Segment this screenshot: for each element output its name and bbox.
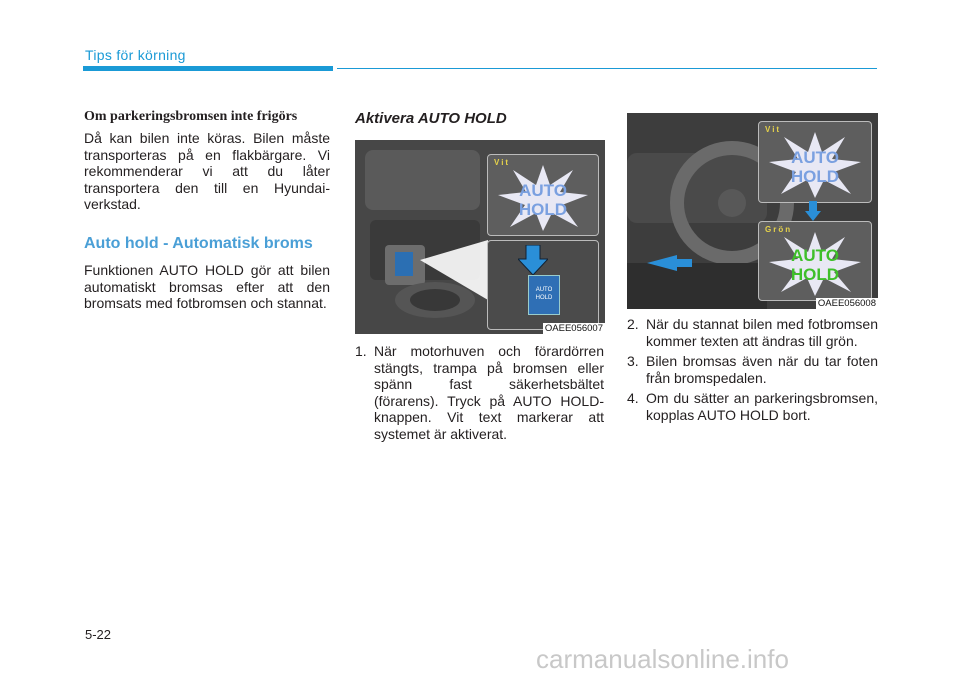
- step-text: När du stannat bilen med fotbromsen kommer texten att ändras till grön.: [646, 316, 878, 349]
- step-item: [627, 353, 878, 386]
- header-rule-thick: [83, 66, 333, 71]
- panel-label-green: Grön: [765, 225, 793, 234]
- steps-list-col3: [627, 316, 878, 427]
- step-item: [627, 316, 878, 349]
- down-arrow-icon: [518, 245, 548, 275]
- heading-parking-brake: Om parkeringsbromsen inte frigörs: [84, 109, 298, 124]
- panel-label-white: Vit: [494, 158, 511, 167]
- paragraph-parking-brake: Då kan bilen inte köras. Bilen måste transporteras på en flakbärgare. Vi rekommenderar vi att du låter transportera den till en Hyundai-verkstad.: [84, 130, 330, 212]
- heading-auto-hold: Auto hold - Automatisk broms: [84, 235, 313, 252]
- step-item: [627, 390, 878, 423]
- white-display-panel: [487, 154, 599, 236]
- steps-list-col2: [355, 343, 604, 446]
- section-title: Tips för körning: [85, 47, 186, 63]
- display-hold-text: HOLD: [790, 167, 840, 186]
- figure-caption: OAEE056007: [544, 323, 603, 334]
- step-number: 1.: [355, 343, 367, 359]
- auto-hold-button: AUTO HOLD: [528, 275, 560, 315]
- display-hold-text: HOLD: [518, 200, 568, 219]
- step-item: [355, 343, 604, 442]
- panel-label-white: Vit: [765, 125, 782, 134]
- figure-console-auto-hold: [355, 140, 605, 334]
- step-number: 4.: [627, 390, 639, 406]
- button-closeup: [487, 240, 599, 330]
- page-number: 5-22: [85, 627, 112, 642]
- display-hold-text-green: HOLD: [790, 265, 840, 284]
- header-rule-thin: [337, 68, 877, 69]
- display-auto-text-green: AUTO: [791, 246, 839, 265]
- display-auto-text: AUTO: [791, 148, 839, 167]
- step-text: Bilen bromsas även när du tar foten från bromspedalen.: [646, 353, 878, 386]
- step-number: 2.: [627, 316, 639, 332]
- figure-caption: OAEE056008: [817, 298, 876, 309]
- watermark: carmanualsonline.info: [536, 644, 789, 674]
- down-arrow-icon: [805, 201, 821, 221]
- step-text: Om du sätter an parkeringsbromsen, kopplas AUTO HOLD bort.: [646, 390, 878, 423]
- heading-activate-auto-hold: Aktivera AUTO HOLD: [355, 110, 507, 127]
- step-text: När motorhuven och förardörren stängts, trampa på bromsen eller spänn fast säkerhetsbältet (förarens). Tryck på AUTO HOLD-knappen. Vit text markerar att systemet är aktiverat.: [374, 343, 604, 442]
- paragraph-auto-hold: Funktionen AUTO HOLD gör att bilen automatiskt bromsas efter att den bromsats med fotbromsen och stannat.: [84, 262, 330, 311]
- green-display-panel: [758, 221, 872, 301]
- white-display-panel: [758, 121, 872, 203]
- step-number: 3.: [627, 353, 639, 369]
- figure-dashboard-auto-hold: [627, 113, 878, 309]
- display-auto-text: AUTO: [519, 181, 567, 200]
